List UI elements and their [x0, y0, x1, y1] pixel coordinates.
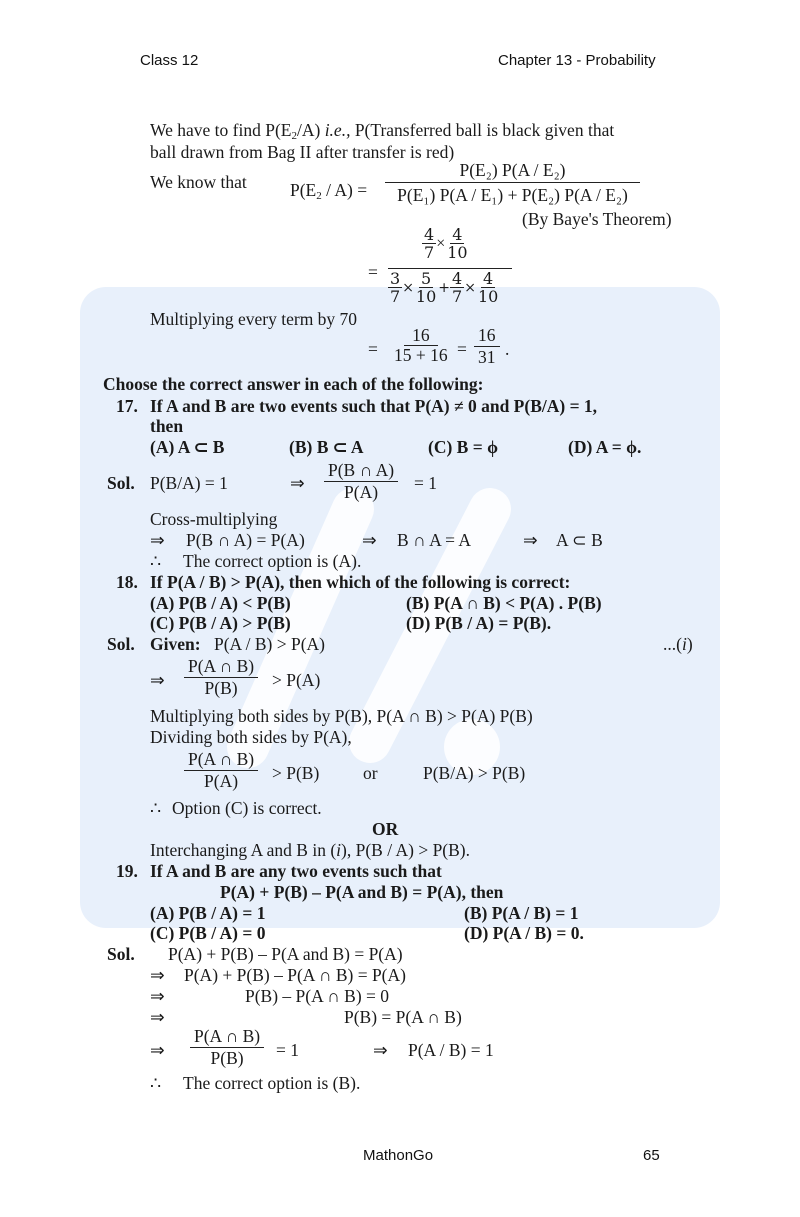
q19-sol-step-5: P(A / B) = 1 [408, 1040, 494, 1060]
q18-or-big: OR [372, 819, 399, 839]
bayes-note: (By Baye's Theorem) [522, 209, 672, 229]
den: P(B) [210, 1048, 244, 1068]
den: 10 [415, 287, 437, 306]
implies-icon: ⇒ [150, 986, 165, 1006]
implies-icon: ⇒ [523, 530, 538, 550]
frac-5-10 [414, 270, 438, 305]
q19-sol-step-4: P(B) = P(A ∩ B) [344, 1007, 462, 1027]
den: P(A) [204, 771, 239, 791]
q19-option-b: (B) P(A / B) = 1 [464, 903, 579, 923]
times: × [464, 280, 476, 296]
num: P(A ∩ B) [184, 750, 258, 771]
text-italic: i [336, 840, 342, 860]
equals-sign: = [368, 262, 378, 282]
q18-number: 18. [116, 572, 138, 592]
text-italic: i.e., [324, 120, 351, 140]
implies-icon: ⇒ [150, 1007, 165, 1027]
frac-3-7 [388, 270, 402, 305]
q19-fraction [190, 1027, 264, 1068]
text: /A) [296, 120, 325, 140]
q18-option-c: (C) P(B / A) > P(B) [150, 613, 291, 633]
q18-fraction-1-rhs: > P(A) [272, 670, 321, 690]
times: × [402, 280, 414, 296]
q18-conclusion: Option (C) is correct. [172, 798, 322, 818]
frac-4-7 [450, 270, 464, 305]
q19-fraction-rhs: = 1 [276, 1040, 299, 1060]
num: 5 [421, 269, 432, 288]
num: 4 [424, 225, 435, 244]
q19-option-a: (A) P(B / A) = 1 [150, 903, 266, 923]
q17-option-a: (A) A ⊂ B [150, 437, 225, 457]
q18-option-a: (A) P(B / A) < P(B) [150, 593, 291, 613]
num: 3 [390, 269, 401, 288]
q17-sol-label: Sol. [107, 473, 135, 493]
header-class: Class 12 [140, 52, 199, 69]
q18-eq-ref [663, 634, 693, 654]
q19-sol-label: Sol. [107, 944, 135, 964]
text: ) [686, 634, 693, 654]
implies-icon: ⇒ [373, 1040, 388, 1060]
q19-number: 19. [116, 861, 138, 881]
q18-fraction-2 [184, 750, 258, 791]
q18-interchange-line [150, 840, 470, 860]
frac-4-7 [422, 226, 436, 261]
q18-text: If P(A / B) > P(A), then which of the following is correct: [150, 572, 571, 592]
den: 10 [447, 243, 468, 262]
q17-conclusion: The correct option is (A). [183, 551, 362, 571]
q17-number: 17. [116, 396, 138, 416]
text-italic: i [681, 634, 687, 654]
num: P(A ∩ B) [184, 657, 258, 678]
equals-sign: = [368, 339, 378, 359]
big-fraction-numerator [388, 226, 512, 269]
therefore-icon: ∴ [150, 1073, 162, 1093]
text: / A) = [321, 180, 368, 200]
section-title: Choose the correct answer in each of the following: [103, 374, 484, 394]
frac-4-10 [445, 226, 469, 261]
q18-option-b: (B) P(A ∩ B) < P(A) . P(B) [406, 593, 602, 613]
q17-sol-step-3a: P(B ∩ A) = P(A) [186, 530, 305, 550]
implies-icon: ⇒ [150, 530, 165, 550]
period: . [505, 339, 510, 359]
q17-text-2: then [150, 416, 184, 436]
num: 4 [452, 269, 463, 288]
implies-icon: ⇒ [290, 473, 305, 493]
q19-conclusion: The correct option is (B). [183, 1073, 361, 1093]
result-fraction-1 [386, 326, 456, 365]
q17-sol-step-1: P(B/A) = 1 [150, 473, 228, 493]
text: P(E [290, 180, 317, 200]
q18-given-expr: P(A / B) > P(A) [214, 634, 325, 654]
q17-fraction [324, 461, 398, 502]
q17-text: If A and B are two events such that P(A) ≠ 0 and P(B/A) = 1, [150, 396, 598, 416]
num: 4 [483, 269, 494, 288]
q18-or-small: or [363, 763, 378, 783]
den: 7 [452, 287, 463, 306]
q18-multiply-line: Multiplying both sides by P(B), P(A ∩ B) > P(A) P(B) [150, 706, 533, 726]
text: P(Transferred ball is black given that [350, 120, 615, 140]
q19-option-d: (D) P(A / B) = 0. [464, 923, 584, 943]
den: P(A) [344, 482, 379, 502]
q19-text-2: P(A) + P(B) – P(A and B) = P(A), then [220, 882, 504, 902]
equals-sign: = [457, 339, 467, 359]
q18-option-d: (D) P(B / A) = P(B). [406, 613, 552, 633]
q19-option-c: (C) P(B / A) = 0 [150, 923, 266, 943]
q19-sol-step-1: P(A) + P(B) – P(A and B) = P(A) [168, 944, 403, 964]
bayes-lhs [290, 180, 367, 206]
num: P(A ∩ B) [190, 1027, 264, 1048]
q17-option-b: (B) B ⊂ A [289, 437, 364, 457]
implies-icon: ⇒ [150, 965, 165, 985]
therefore-icon: ∴ [150, 798, 162, 818]
cross-multiplying: Cross-multiplying [150, 509, 278, 529]
therefore-icon: ∴ [150, 551, 162, 571]
q17-option-d: (D) A = ϕ. [568, 437, 642, 457]
q18-alt-form: P(B/A) > P(B) [423, 763, 526, 783]
text: Interchanging A and B in ( [150, 840, 337, 860]
bayes-denominator: P(E₁) P(A / E₁) + P(E₂) P(A / E₂) [397, 185, 628, 205]
den: P(B) [204, 678, 238, 698]
frac-4-10 [476, 270, 500, 305]
header-chapter: Chapter 13 - Probability [498, 52, 656, 69]
den: 31 [478, 347, 496, 367]
implies-icon: ⇒ [150, 1040, 165, 1060]
q17-sol-step-3b: B ∩ A = A [397, 530, 472, 550]
q19-sol-step-2: P(A) + P(B) – P(A ∩ B) = P(A) [184, 965, 406, 985]
q18-fraction-2-rhs: > P(B) [272, 763, 320, 783]
multiply-line: Multiplying every term by 70 [150, 309, 358, 329]
num: 16 [404, 326, 438, 346]
bayes-fraction [385, 160, 640, 205]
text: We have to find P(E [150, 120, 292, 140]
bayes-numerator: P(E₂) P(A / E₂) [385, 160, 640, 183]
num: P(B ∩ A) [324, 461, 398, 482]
q19-sol-step-3: P(B) – P(A ∩ B) = 0 [245, 986, 390, 1006]
implies-icon: ⇒ [150, 670, 165, 690]
plus: + [438, 280, 451, 296]
q18-fraction-1 [184, 657, 258, 698]
intro-line-2: ball drawn from Bag II after transfer is red) [150, 142, 455, 162]
den: 10 [477, 287, 499, 306]
text: ), P(B / A) > P(B). [341, 840, 471, 860]
q18-divide-line: Dividing both sides by P(A), [150, 727, 352, 747]
num: 4 [452, 225, 463, 244]
footer-brand: MathonGo [363, 1147, 434, 1164]
implies-icon: ⇒ [362, 530, 377, 550]
page-number: 65 [643, 1147, 660, 1164]
den: 7 [424, 243, 435, 262]
we-know-label: We know that [150, 172, 247, 192]
subscript: 2 [316, 190, 322, 202]
q17-sol-step-3c: A ⊂ B [556, 530, 603, 550]
q17-equals-1: = 1 [414, 473, 437, 493]
den: 15 + 16 [394, 345, 448, 365]
q19-text: If A and B are any two events such that [150, 861, 442, 881]
den: 7 [390, 287, 401, 306]
result-fraction-2 [474, 326, 500, 367]
q18-given-label: Given: [150, 634, 201, 654]
text: ...( [663, 634, 682, 654]
q18-sol-label: Sol. [107, 634, 135, 654]
q17-option-c: (C) B = ϕ [428, 437, 498, 457]
num: 16 [474, 326, 500, 347]
big-fraction-denominator [388, 270, 512, 305]
times: × [436, 235, 446, 252]
subscript: 2 [291, 130, 297, 142]
